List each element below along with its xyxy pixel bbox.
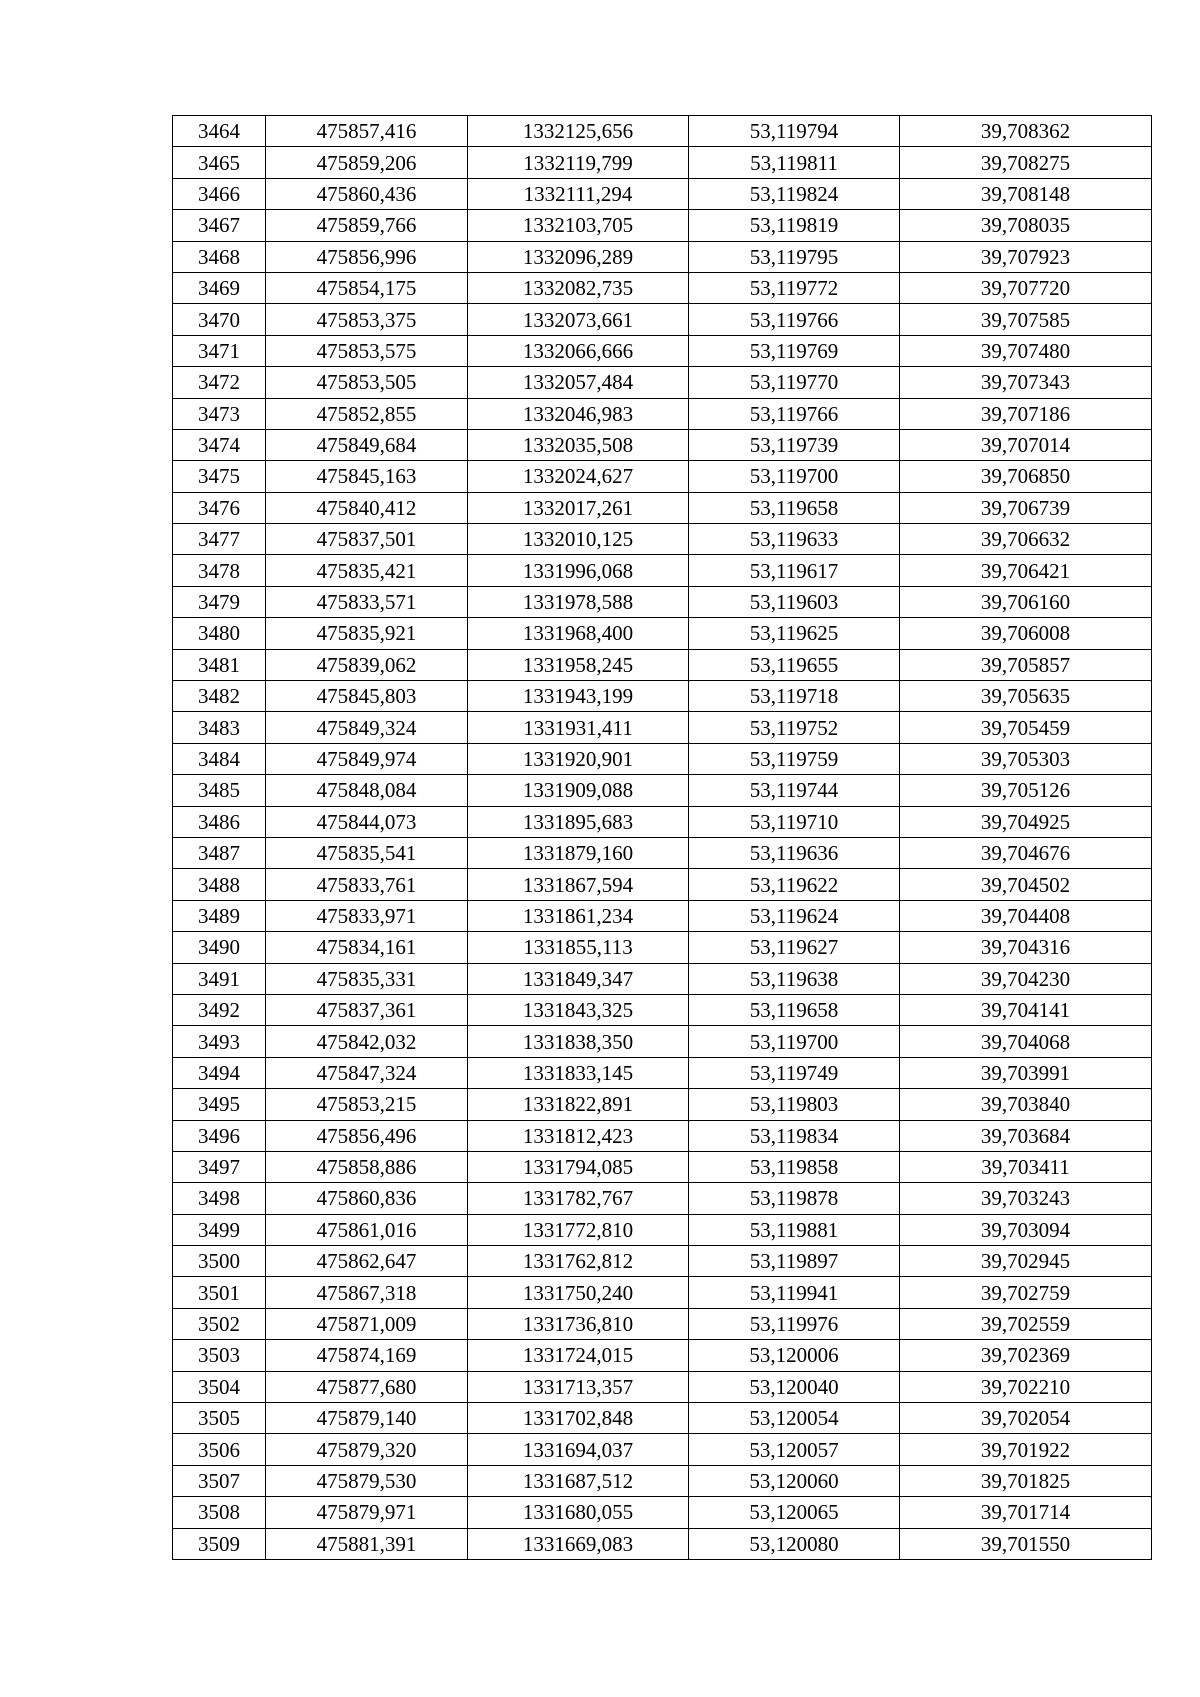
table-row	[173, 1434, 1152, 1465]
x-coordinate-cell: 475845,803	[266, 681, 468, 712]
point-number-cell: 3464	[173, 116, 266, 147]
point-number-cell: 3501	[173, 1277, 266, 1308]
latitude-cell: 53,119897	[689, 1246, 900, 1277]
table-row	[173, 116, 1152, 147]
latitude-cell: 53,119769	[689, 335, 900, 366]
point-number-cell: 3478	[173, 555, 266, 586]
table-row	[173, 1183, 1152, 1214]
longitude-cell: 39,703411	[900, 1151, 1152, 1182]
table-row	[173, 1308, 1152, 1339]
y-coordinate-cell: 1332073,661	[468, 304, 689, 335]
point-number-cell: 3496	[173, 1120, 266, 1151]
point-number-cell: 3497	[173, 1151, 266, 1182]
point-number-cell: 3490	[173, 932, 266, 963]
table-row	[173, 900, 1152, 931]
point-number-cell: 3474	[173, 429, 266, 460]
longitude-cell: 39,701714	[900, 1497, 1152, 1528]
point-number-cell: 3493	[173, 1026, 266, 1057]
x-coordinate-cell: 475854,175	[266, 272, 468, 303]
longitude-cell: 39,702369	[900, 1340, 1152, 1371]
point-number-cell: 3495	[173, 1089, 266, 1120]
point-number-cell: 3476	[173, 492, 266, 523]
longitude-cell: 39,701825	[900, 1465, 1152, 1496]
x-coordinate-cell: 475849,684	[266, 429, 468, 460]
longitude-cell: 39,707186	[900, 398, 1152, 429]
x-coordinate-cell: 475833,571	[266, 586, 468, 617]
table-row	[173, 775, 1152, 806]
table-row	[173, 963, 1152, 994]
longitude-cell: 39,703991	[900, 1057, 1152, 1088]
y-coordinate-cell: 1331772,810	[468, 1214, 689, 1245]
x-coordinate-cell: 475847,324	[266, 1057, 468, 1088]
table-row	[173, 712, 1152, 743]
y-coordinate-cell: 1331687,512	[468, 1465, 689, 1496]
point-number-cell: 3502	[173, 1308, 266, 1339]
latitude-cell: 53,119976	[689, 1308, 900, 1339]
x-coordinate-cell: 475879,320	[266, 1434, 468, 1465]
longitude-cell: 39,705857	[900, 649, 1152, 680]
longitude-cell: 39,705303	[900, 743, 1152, 774]
latitude-cell: 53,119636	[689, 837, 900, 868]
point-number-cell: 3466	[173, 178, 266, 209]
latitude-cell: 53,120054	[689, 1403, 900, 1434]
coordinates-table-body	[173, 116, 1152, 1560]
y-coordinate-cell: 1331812,423	[468, 1120, 689, 1151]
longitude-cell: 39,704676	[900, 837, 1152, 868]
table-row	[173, 304, 1152, 335]
latitude-cell: 53,120057	[689, 1434, 900, 1465]
point-number-cell: 3500	[173, 1246, 266, 1277]
table-row	[173, 272, 1152, 303]
x-coordinate-cell: 475835,421	[266, 555, 468, 586]
y-coordinate-cell: 1331680,055	[468, 1497, 689, 1528]
x-coordinate-cell: 475877,680	[266, 1371, 468, 1402]
point-number-cell: 3481	[173, 649, 266, 680]
point-number-cell: 3486	[173, 806, 266, 837]
y-coordinate-cell: 1332119,799	[468, 147, 689, 178]
latitude-cell: 53,120065	[689, 1497, 900, 1528]
latitude-cell: 53,119744	[689, 775, 900, 806]
x-coordinate-cell: 475837,501	[266, 524, 468, 555]
longitude-cell: 39,707585	[900, 304, 1152, 335]
latitude-cell: 53,119858	[689, 1151, 900, 1182]
table-row	[173, 994, 1152, 1025]
point-number-cell: 3498	[173, 1183, 266, 1214]
latitude-cell: 53,119766	[689, 398, 900, 429]
y-coordinate-cell: 1331713,357	[468, 1371, 689, 1402]
point-number-cell: 3477	[173, 524, 266, 555]
y-coordinate-cell: 1331694,037	[468, 1434, 689, 1465]
point-number-cell: 3506	[173, 1434, 266, 1465]
x-coordinate-cell: 475834,161	[266, 932, 468, 963]
x-coordinate-cell: 475844,073	[266, 806, 468, 837]
y-coordinate-cell: 1331996,068	[468, 555, 689, 586]
x-coordinate-cell: 475871,009	[266, 1308, 468, 1339]
latitude-cell: 53,119772	[689, 272, 900, 303]
longitude-cell: 39,707343	[900, 367, 1152, 398]
x-coordinate-cell: 475879,530	[266, 1465, 468, 1496]
y-coordinate-cell: 1331867,594	[468, 869, 689, 900]
longitude-cell: 39,706160	[900, 586, 1152, 617]
point-number-cell: 3488	[173, 869, 266, 900]
table-row	[173, 806, 1152, 837]
x-coordinate-cell: 475845,163	[266, 461, 468, 492]
point-number-cell: 3482	[173, 681, 266, 712]
x-coordinate-cell: 475842,032	[266, 1026, 468, 1057]
latitude-cell: 53,120040	[689, 1371, 900, 1402]
y-coordinate-cell: 1331838,350	[468, 1026, 689, 1057]
point-number-cell: 3485	[173, 775, 266, 806]
table-row	[173, 1403, 1152, 1434]
x-coordinate-cell: 475862,647	[266, 1246, 468, 1277]
table-row	[173, 1497, 1152, 1528]
point-number-cell: 3484	[173, 743, 266, 774]
latitude-cell: 53,119881	[689, 1214, 900, 1245]
latitude-cell: 53,119625	[689, 618, 900, 649]
longitude-cell: 39,704141	[900, 994, 1152, 1025]
point-number-cell: 3483	[173, 712, 266, 743]
table-row	[173, 932, 1152, 963]
point-number-cell: 3492	[173, 994, 266, 1025]
y-coordinate-cell: 1331861,234	[468, 900, 689, 931]
table-row	[173, 367, 1152, 398]
point-number-cell: 3479	[173, 586, 266, 617]
point-number-cell: 3491	[173, 963, 266, 994]
y-coordinate-cell: 1332096,289	[468, 241, 689, 272]
point-number-cell: 3465	[173, 147, 266, 178]
table-row	[173, 461, 1152, 492]
latitude-cell: 53,119803	[689, 1089, 900, 1120]
longitude-cell: 39,704316	[900, 932, 1152, 963]
latitude-cell: 53,119638	[689, 963, 900, 994]
latitude-cell: 53,119766	[689, 304, 900, 335]
longitude-cell: 39,704925	[900, 806, 1152, 837]
y-coordinate-cell: 1331794,085	[468, 1151, 689, 1182]
latitude-cell: 53,119749	[689, 1057, 900, 1088]
x-coordinate-cell: 475879,971	[266, 1497, 468, 1528]
y-coordinate-cell: 1331702,848	[468, 1403, 689, 1434]
y-coordinate-cell: 1331750,240	[468, 1277, 689, 1308]
point-number-cell: 3473	[173, 398, 266, 429]
y-coordinate-cell: 1332103,705	[468, 210, 689, 241]
table-row	[173, 743, 1152, 774]
y-coordinate-cell: 1331958,245	[468, 649, 689, 680]
latitude-cell: 53,119819	[689, 210, 900, 241]
longitude-cell: 39,703094	[900, 1214, 1152, 1245]
point-number-cell: 3494	[173, 1057, 266, 1088]
x-coordinate-cell: 475835,541	[266, 837, 468, 868]
y-coordinate-cell: 1332057,484	[468, 367, 689, 398]
table-row	[173, 586, 1152, 617]
table-row	[173, 649, 1152, 680]
x-coordinate-cell: 475848,084	[266, 775, 468, 806]
point-number-cell: 3503	[173, 1340, 266, 1371]
point-number-cell: 3499	[173, 1214, 266, 1245]
table-row	[173, 1340, 1152, 1371]
longitude-cell: 39,702559	[900, 1308, 1152, 1339]
latitude-cell: 53,119622	[689, 869, 900, 900]
latitude-cell: 53,119752	[689, 712, 900, 743]
longitude-cell: 39,702054	[900, 1403, 1152, 1434]
latitude-cell: 53,120060	[689, 1465, 900, 1496]
point-number-cell: 3508	[173, 1497, 266, 1528]
table-row	[173, 618, 1152, 649]
x-coordinate-cell: 475860,836	[266, 1183, 468, 1214]
table-row	[173, 1465, 1152, 1496]
table-row	[173, 241, 1152, 272]
point-number-cell: 3472	[173, 367, 266, 398]
y-coordinate-cell: 1332082,735	[468, 272, 689, 303]
latitude-cell: 53,119794	[689, 116, 900, 147]
longitude-cell: 39,702945	[900, 1246, 1152, 1277]
x-coordinate-cell: 475853,575	[266, 335, 468, 366]
longitude-cell: 39,708035	[900, 210, 1152, 241]
x-coordinate-cell: 475837,361	[266, 994, 468, 1025]
longitude-cell: 39,701922	[900, 1434, 1152, 1465]
y-coordinate-cell: 1331833,145	[468, 1057, 689, 1088]
latitude-cell: 53,119633	[689, 524, 900, 555]
table-row	[173, 524, 1152, 555]
x-coordinate-cell: 475860,436	[266, 178, 468, 209]
latitude-cell: 53,119759	[689, 743, 900, 774]
longitude-cell: 39,706632	[900, 524, 1152, 555]
x-coordinate-cell: 475881,391	[266, 1528, 468, 1559]
point-number-cell: 3469	[173, 272, 266, 303]
latitude-cell: 53,119710	[689, 806, 900, 837]
longitude-cell: 39,707720	[900, 272, 1152, 303]
longitude-cell: 39,707480	[900, 335, 1152, 366]
y-coordinate-cell: 1331669,083	[468, 1528, 689, 1559]
table-row	[173, 555, 1152, 586]
latitude-cell: 53,119811	[689, 147, 900, 178]
x-coordinate-cell: 475867,318	[266, 1277, 468, 1308]
latitude-cell: 53,119718	[689, 681, 900, 712]
point-number-cell: 3507	[173, 1465, 266, 1496]
longitude-cell: 39,704502	[900, 869, 1152, 900]
coordinates-table	[172, 115, 1152, 1560]
longitude-cell: 39,703243	[900, 1183, 1152, 1214]
longitude-cell: 39,706850	[900, 461, 1152, 492]
longitude-cell: 39,704068	[900, 1026, 1152, 1057]
latitude-cell: 53,119700	[689, 461, 900, 492]
x-coordinate-cell: 475835,331	[266, 963, 468, 994]
longitude-cell: 39,708275	[900, 147, 1152, 178]
table-row	[173, 869, 1152, 900]
x-coordinate-cell: 475861,016	[266, 1214, 468, 1245]
table-row	[173, 210, 1152, 241]
point-number-cell: 3475	[173, 461, 266, 492]
x-coordinate-cell: 475833,761	[266, 869, 468, 900]
y-coordinate-cell: 1331920,901	[468, 743, 689, 774]
latitude-cell: 53,119627	[689, 932, 900, 963]
table-row	[173, 492, 1152, 523]
latitude-cell: 53,119834	[689, 1120, 900, 1151]
table-row	[173, 335, 1152, 366]
longitude-cell: 39,705126	[900, 775, 1152, 806]
table-row	[173, 837, 1152, 868]
point-number-cell: 3489	[173, 900, 266, 931]
x-coordinate-cell: 475849,324	[266, 712, 468, 743]
table-row	[173, 398, 1152, 429]
point-number-cell: 3480	[173, 618, 266, 649]
latitude-cell: 53,119658	[689, 994, 900, 1025]
y-coordinate-cell: 1331909,088	[468, 775, 689, 806]
x-coordinate-cell: 475874,169	[266, 1340, 468, 1371]
table-row	[173, 681, 1152, 712]
table-row	[173, 429, 1152, 460]
longitude-cell: 39,707014	[900, 429, 1152, 460]
y-coordinate-cell: 1331822,891	[468, 1089, 689, 1120]
table-row	[173, 1089, 1152, 1120]
point-number-cell: 3468	[173, 241, 266, 272]
x-coordinate-cell: 475859,206	[266, 147, 468, 178]
longitude-cell: 39,703684	[900, 1120, 1152, 1151]
point-number-cell: 3471	[173, 335, 266, 366]
latitude-cell: 53,119795	[689, 241, 900, 272]
latitude-cell: 53,119770	[689, 367, 900, 398]
y-coordinate-cell: 1331724,015	[468, 1340, 689, 1371]
x-coordinate-cell: 475856,496	[266, 1120, 468, 1151]
y-coordinate-cell: 1331943,199	[468, 681, 689, 712]
y-coordinate-cell: 1332111,294	[468, 178, 689, 209]
x-coordinate-cell: 475853,505	[266, 367, 468, 398]
longitude-cell: 39,706008	[900, 618, 1152, 649]
x-coordinate-cell: 475859,766	[266, 210, 468, 241]
table-row	[173, 1151, 1152, 1182]
x-coordinate-cell: 475853,215	[266, 1089, 468, 1120]
latitude-cell: 53,119824	[689, 178, 900, 209]
table-row	[173, 1371, 1152, 1402]
x-coordinate-cell: 475840,412	[266, 492, 468, 523]
longitude-cell: 39,702759	[900, 1277, 1152, 1308]
y-coordinate-cell: 1332010,125	[468, 524, 689, 555]
x-coordinate-cell: 475879,140	[266, 1403, 468, 1434]
x-coordinate-cell: 475853,375	[266, 304, 468, 335]
y-coordinate-cell: 1331736,810	[468, 1308, 689, 1339]
latitude-cell: 53,119700	[689, 1026, 900, 1057]
latitude-cell: 53,120006	[689, 1340, 900, 1371]
point-number-cell: 3470	[173, 304, 266, 335]
table-row	[173, 1120, 1152, 1151]
y-coordinate-cell: 1331762,812	[468, 1246, 689, 1277]
table-row	[173, 1246, 1152, 1277]
x-coordinate-cell: 475858,886	[266, 1151, 468, 1182]
longitude-cell: 39,703840	[900, 1089, 1152, 1120]
latitude-cell: 53,119617	[689, 555, 900, 586]
latitude-cell: 53,119658	[689, 492, 900, 523]
latitude-cell: 53,119624	[689, 900, 900, 931]
y-coordinate-cell: 1331895,683	[468, 806, 689, 837]
x-coordinate-cell: 475852,855	[266, 398, 468, 429]
y-coordinate-cell: 1332046,983	[468, 398, 689, 429]
longitude-cell: 39,704230	[900, 963, 1152, 994]
table-row	[173, 147, 1152, 178]
y-coordinate-cell: 1331843,325	[468, 994, 689, 1025]
longitude-cell: 39,706739	[900, 492, 1152, 523]
y-coordinate-cell: 1332066,666	[468, 335, 689, 366]
y-coordinate-cell: 1332125,656	[468, 116, 689, 147]
x-coordinate-cell: 475835,921	[266, 618, 468, 649]
y-coordinate-cell: 1331879,160	[468, 837, 689, 868]
point-number-cell: 3487	[173, 837, 266, 868]
y-coordinate-cell: 1332024,627	[468, 461, 689, 492]
longitude-cell: 39,708362	[900, 116, 1152, 147]
point-number-cell: 3505	[173, 1403, 266, 1434]
longitude-cell: 39,702210	[900, 1371, 1152, 1402]
longitude-cell: 39,705635	[900, 681, 1152, 712]
longitude-cell: 39,701550	[900, 1528, 1152, 1559]
point-number-cell: 3509	[173, 1528, 266, 1559]
y-coordinate-cell: 1331931,411	[468, 712, 689, 743]
longitude-cell: 39,708148	[900, 178, 1152, 209]
latitude-cell: 53,120080	[689, 1528, 900, 1559]
table-row	[173, 1057, 1152, 1088]
y-coordinate-cell: 1331782,767	[468, 1183, 689, 1214]
point-number-cell: 3467	[173, 210, 266, 241]
y-coordinate-cell: 1332035,508	[468, 429, 689, 460]
point-number-cell: 3504	[173, 1371, 266, 1402]
x-coordinate-cell: 475857,416	[266, 116, 468, 147]
table-row	[173, 1214, 1152, 1245]
x-coordinate-cell: 475839,062	[266, 649, 468, 680]
y-coordinate-cell: 1331978,588	[468, 586, 689, 617]
y-coordinate-cell: 1332017,261	[468, 492, 689, 523]
latitude-cell: 53,119878	[689, 1183, 900, 1214]
table-row	[173, 178, 1152, 209]
y-coordinate-cell: 1331855,113	[468, 932, 689, 963]
latitude-cell: 53,119655	[689, 649, 900, 680]
table-row	[173, 1277, 1152, 1308]
y-coordinate-cell: 1331968,400	[468, 618, 689, 649]
x-coordinate-cell: 475849,974	[266, 743, 468, 774]
longitude-cell: 39,704408	[900, 900, 1152, 931]
x-coordinate-cell: 475833,971	[266, 900, 468, 931]
x-coordinate-cell: 475856,996	[266, 241, 468, 272]
y-coordinate-cell: 1331849,347	[468, 963, 689, 994]
latitude-cell: 53,119603	[689, 586, 900, 617]
table-row	[173, 1026, 1152, 1057]
longitude-cell: 39,705459	[900, 712, 1152, 743]
latitude-cell: 53,119941	[689, 1277, 900, 1308]
longitude-cell: 39,707923	[900, 241, 1152, 272]
latitude-cell: 53,119739	[689, 429, 900, 460]
table-row	[173, 1528, 1152, 1559]
longitude-cell: 39,706421	[900, 555, 1152, 586]
